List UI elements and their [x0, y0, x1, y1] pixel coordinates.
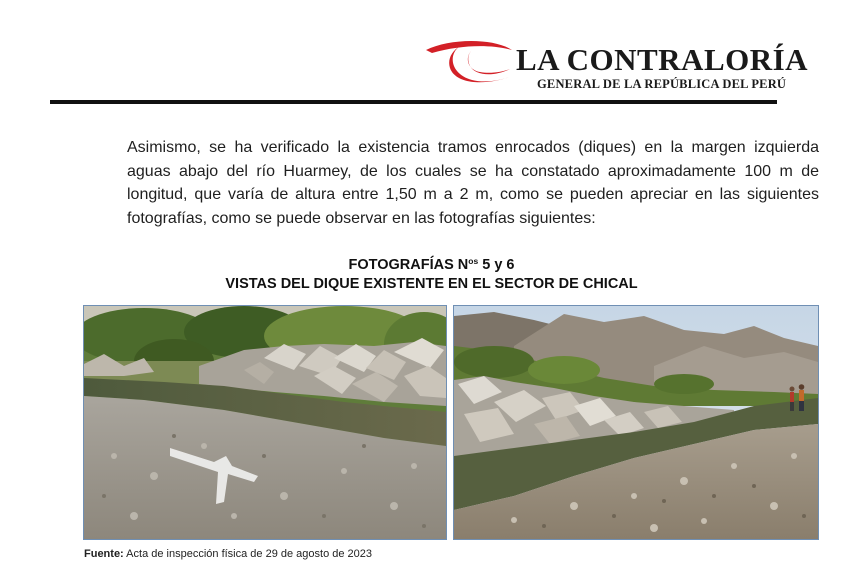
caption-prefix: FOTOGRAFÍAS N: [348, 257, 469, 273]
figure-source: [84, 548, 372, 560]
caption-superscript: os: [468, 256, 479, 266]
figure-caption-title: [0, 256, 863, 273]
photo-6-image: [454, 306, 818, 539]
logo-title: LA CONTRALORÍA: [516, 42, 809, 77]
header-rule: [50, 100, 777, 104]
source-label: Fuente:: [84, 548, 124, 560]
figure-caption-subtitle: VISTAS DEL DIQUE EXISTENTE EN EL SECTOR DE CHICAL: [225, 276, 638, 292]
body-paragraph: Asimismo, se ha verificado la existencia tramos enrocados (diques) en la margen izquierda aguas abajo del río Huarmey, de los cuales se ha constatado aproximadamente 100 m de longitud, que varía de altura entre 1,50 m a 2 m, como se pueden apreciar en las siguientes fotografías, como se puede observar en las fotografías siguientes:: [127, 139, 819, 227]
document-header: [0, 0, 863, 110]
source-text: Acta de inspección física de 29 de agosto de 2023: [123, 548, 373, 560]
caption-numbers: 5 y 6: [478, 257, 515, 273]
contraloria-logo-icon: [420, 36, 516, 96]
photo-6: [453, 305, 819, 540]
photo-5-image: [84, 306, 446, 539]
logo-subtitle: GENERAL DE LA REPÚBLICA DEL PERÚ: [537, 77, 787, 91]
photo-5: [83, 305, 447, 540]
